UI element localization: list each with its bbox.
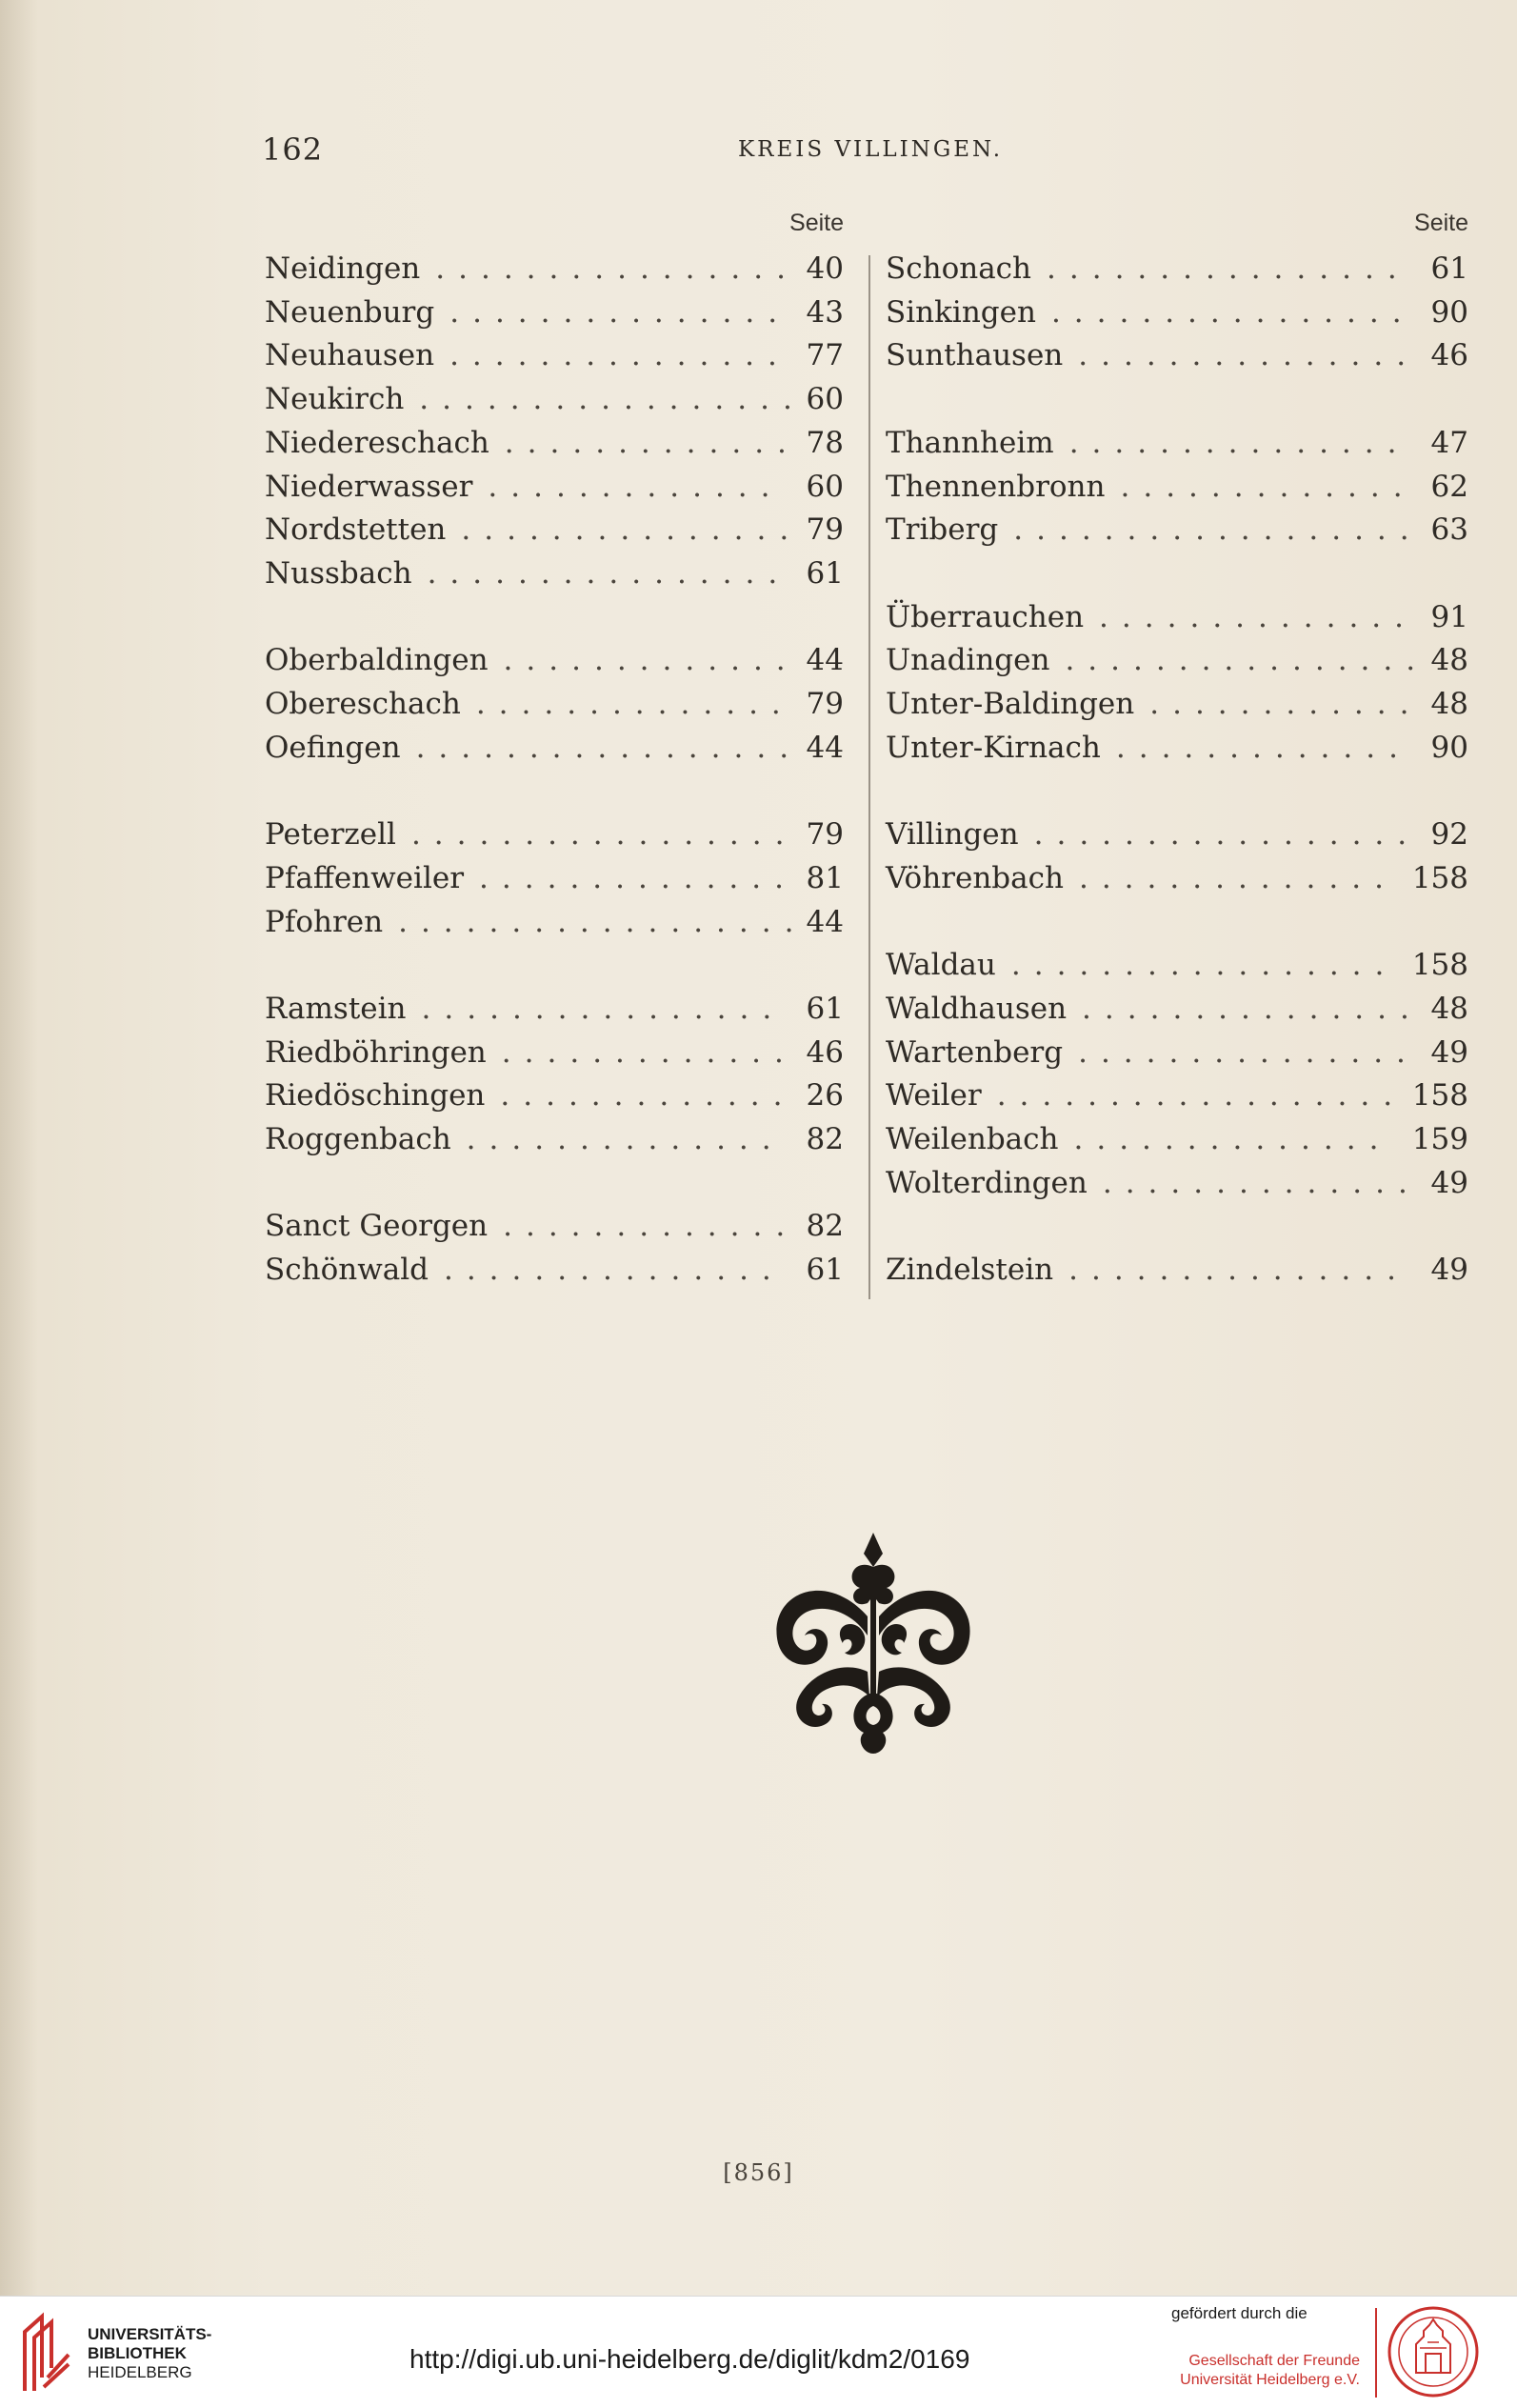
- dot-leader: ................: [421, 991, 786, 1026]
- index-entry-name: Wolterdingen: [886, 1165, 1088, 1200]
- index-entry: [886, 468, 1468, 506]
- dot-leader: ............: [1149, 687, 1423, 721]
- index-entry-name: Nussbach: [265, 555, 412, 591]
- index-entry-name: Schönwald: [265, 1253, 429, 1288]
- index-entry-page: 159: [1411, 1122, 1468, 1156]
- index-entry-page: 43: [806, 294, 844, 330]
- index-entry-name: Niedereschach: [265, 425, 489, 460]
- dot-leader: ................: [1050, 294, 1415, 330]
- index-entry: [886, 946, 1468, 984]
- index-entry: [886, 641, 1468, 679]
- index-entry-name: Peterzell: [265, 817, 396, 853]
- dot-leader: ...............: [1078, 338, 1420, 373]
- index-entry-name: Ramstein: [265, 991, 407, 1026]
- index-entry: [886, 1033, 1468, 1072]
- dot-leader: ..............: [479, 860, 797, 895]
- index-entry-page: 49: [1430, 1034, 1468, 1070]
- index-entry-page: 81: [806, 860, 844, 895]
- index-entry-page: 26: [806, 1078, 844, 1114]
- dot-leader: .............: [503, 643, 799, 678]
- index-entry-page: 63: [1430, 512, 1468, 548]
- index-entry: [886, 859, 1468, 897]
- index-entry-page: 62: [1430, 469, 1468, 504]
- index-entry: [265, 1251, 844, 1289]
- index-entry-name: Waldau: [886, 948, 996, 983]
- index-entry-name: Neukirch: [265, 382, 405, 417]
- index-entry: [265, 815, 844, 853]
- index-entry-page: 79: [806, 512, 844, 548]
- index-entry-name: Pfohren: [265, 904, 384, 939]
- index-entry-name: Sunthausen: [886, 338, 1064, 373]
- index-entry-page: 82: [806, 1209, 844, 1244]
- index-entry-name: Pfaffenweiler: [265, 860, 465, 895]
- index-entry-page: 61: [1430, 251, 1468, 286]
- index-entry: [886, 685, 1468, 723]
- index-entry-name: Neidingen: [265, 251, 421, 286]
- dot-leader: ................: [1065, 643, 1429, 678]
- index-entry-page: 48: [1430, 643, 1468, 678]
- index-entry-page: 44: [806, 730, 844, 765]
- dot-leader: .................: [410, 817, 798, 853]
- index-entry-page: 49: [1430, 1165, 1468, 1200]
- index-entry: [265, 424, 844, 462]
- signature-mark: [856]: [723, 2159, 794, 2186]
- index-entry-page: 79: [806, 817, 844, 853]
- index-entry-name: Weilenbach: [886, 1122, 1059, 1156]
- index-entry-name: Villingen: [886, 817, 1019, 853]
- library-name-line-1: UNIVERSITÄTS-: [88, 2325, 212, 2343]
- index-entry: [265, 1207, 844, 1245]
- index-entry: [265, 685, 844, 723]
- university-library-logo-icon: [19, 2311, 74, 2393]
- index-entry: [886, 293, 1468, 331]
- index-entry-page: 61: [806, 555, 844, 591]
- dot-leader: ..............: [1073, 1122, 1392, 1156]
- index-entry-name: Zindelstein: [886, 1253, 1054, 1288]
- index-entry-page: 48: [1430, 991, 1468, 1026]
- dot-leader: ..................: [1013, 512, 1423, 548]
- dot-leader: .............: [500, 1078, 796, 1114]
- index-entry: [265, 468, 844, 506]
- dot-leader: ................: [435, 251, 799, 286]
- index-entry-page: 158: [1411, 860, 1468, 895]
- index-entry: [886, 729, 1468, 767]
- index-entry-name: Schonach: [886, 251, 1032, 286]
- dot-leader: .............: [488, 469, 784, 504]
- column-divider: [868, 255, 870, 1299]
- dot-leader: .............: [501, 1034, 797, 1070]
- index-entry: [265, 554, 844, 592]
- index-entry: [265, 511, 844, 549]
- index-entry-name: Thennenbronn: [886, 469, 1106, 504]
- running-title: KREIS VILLINGEN.: [738, 137, 1004, 162]
- index-entry-page: 48: [1430, 687, 1468, 721]
- index-entry-page: 61: [806, 991, 844, 1026]
- index-entry-page: 82: [806, 1122, 844, 1156]
- library-name: [88, 2325, 211, 2382]
- sponsor-line-2: Universität Heidelberg e.V.: [1180, 2372, 1360, 2388]
- viewer-footer: [0, 2296, 1517, 2408]
- index-entry-page: 61: [806, 1253, 844, 1288]
- index-entry-page: 60: [806, 469, 844, 504]
- index-entry-page: 49: [1430, 1253, 1468, 1288]
- funded-by-label: gefördert durch die: [1171, 2304, 1307, 2322]
- index-entry-name: Weiler: [886, 1078, 982, 1114]
- dot-leader: ...............: [449, 294, 791, 330]
- index-entry: [265, 990, 844, 1028]
- index-entry-name: Wartenberg: [886, 1034, 1064, 1070]
- dot-leader: .............: [1120, 469, 1416, 504]
- dot-leader: .............: [503, 1209, 799, 1244]
- dot-leader: ..............: [466, 1122, 785, 1156]
- index-entry-name: Neuenburg: [265, 294, 435, 330]
- index-entry-name: Oberbaldingen: [265, 643, 489, 678]
- sponsor-name: [1179, 2352, 1360, 2390]
- dot-leader: .................: [1033, 817, 1421, 853]
- index-entry-page: 77: [806, 338, 844, 373]
- seite-label-left: Seite: [789, 210, 844, 236]
- index-entry: [265, 380, 844, 418]
- index-entry-page: 47: [1430, 425, 1468, 460]
- dot-leader: ...............: [1068, 425, 1410, 460]
- index-entry: [265, 293, 844, 331]
- seite-label-right: Seite: [1414, 210, 1468, 236]
- index-entry-name: Waldhausen: [886, 991, 1068, 1026]
- index-entry-page: 44: [806, 643, 844, 678]
- sponsor-divider: [1375, 2308, 1377, 2398]
- dot-leader: ...............: [1078, 1034, 1419, 1070]
- index-entry-name: Vöhrenbach: [886, 860, 1064, 895]
- index-entry-name: Neuhausen: [265, 338, 435, 373]
- index-entry-name: Roggenbach: [265, 1122, 451, 1156]
- index-entry-name: Niederwasser: [265, 469, 473, 504]
- index-entry: [265, 903, 844, 941]
- dot-leader: ..............: [1099, 599, 1418, 634]
- page-number: 162: [262, 131, 324, 168]
- index-entry-page: 60: [806, 382, 844, 417]
- library-name-line-2: BIBLIOTHEK: [88, 2344, 187, 2362]
- index-entry-name: Unadingen: [886, 643, 1050, 678]
- index-entry: [886, 250, 1468, 288]
- index-entry: [886, 598, 1468, 636]
- index-entry: [886, 990, 1468, 1028]
- permalink-url[interactable]: http://digi.ub.uni-heidelberg.de/diglit/kdm2/0169: [409, 2344, 970, 2374]
- dot-leader: .............: [504, 425, 800, 460]
- index-entry-page: 46: [1430, 338, 1468, 373]
- index-entry-name: Riedöschingen: [265, 1078, 486, 1114]
- dot-leader: ...............: [449, 338, 790, 373]
- index-entry: [265, 250, 844, 288]
- index-entry-name: Unter-Baldingen: [886, 687, 1135, 721]
- index-entry-page: 78: [806, 425, 844, 460]
- library-name-line-3: HEIDELBERG: [88, 2363, 192, 2381]
- index-entry-page: 158: [1411, 1078, 1468, 1114]
- index-entry-page: 46: [806, 1034, 844, 1070]
- index-entry: [265, 859, 844, 897]
- index-entry: [265, 336, 844, 374]
- dot-leader: ..................: [996, 1078, 1407, 1114]
- index-entry: [886, 1076, 1468, 1114]
- index-entry: [265, 1076, 844, 1114]
- index-entry: [886, 1251, 1468, 1289]
- index-entry-page: 90: [1430, 294, 1468, 330]
- dot-leader: ..............: [475, 687, 794, 721]
- index-entry-name: Sinkingen: [886, 294, 1036, 330]
- university-seal-icon: [1386, 2304, 1481, 2399]
- index-entry-name: Thannheim: [886, 425, 1054, 460]
- index-entry-name: Überrauchen: [886, 599, 1085, 634]
- fleuron-ornament-icon: [757, 1529, 990, 1757]
- index-entry: [886, 1120, 1468, 1158]
- index-entry: [886, 511, 1468, 549]
- dot-leader: .................: [1010, 948, 1398, 983]
- sponsor-line-1: Gesellschaft der Freunde: [1188, 2353, 1360, 2369]
- dot-leader: ..................: [398, 904, 808, 939]
- index-entry-page: 79: [806, 687, 844, 721]
- index-entry-name: Nordstetten: [265, 512, 447, 548]
- index-entry-name: Triberg: [886, 512, 999, 548]
- dot-leader: ...............: [461, 512, 803, 548]
- index-entry-page: 158: [1411, 948, 1468, 983]
- index-entry-name: Oefingen: [265, 730, 401, 765]
- dot-leader: .............: [1115, 730, 1411, 765]
- dot-leader: ..............: [1102, 1165, 1421, 1200]
- index-entry: [886, 1164, 1468, 1202]
- index-entry-page: 90: [1430, 730, 1468, 765]
- index-entry: [886, 424, 1468, 462]
- index-entry: [265, 641, 844, 679]
- dot-leader: ...............: [1082, 991, 1423, 1026]
- index-entry: [886, 815, 1468, 853]
- index-entry-page: 91: [1430, 599, 1468, 634]
- dot-leader: ..............: [1078, 860, 1397, 895]
- dot-leader: ................: [427, 555, 791, 591]
- index-entry-page: 40: [806, 251, 844, 286]
- dot-leader: ...............: [443, 1253, 785, 1288]
- running-head: [262, 131, 1462, 170]
- index-entry-name: Riedböhringen: [265, 1034, 487, 1070]
- index-entry: [265, 729, 844, 767]
- index-entry: [265, 1120, 844, 1158]
- dot-leader: .................: [419, 382, 806, 417]
- index-entry: [886, 336, 1468, 374]
- index-entry-name: Sanct Georgen: [265, 1209, 489, 1244]
- dot-leader: ................: [1047, 251, 1410, 286]
- index-entry-name: Obereschach: [265, 687, 461, 721]
- dot-leader: .................: [415, 730, 803, 765]
- dot-leader: ...............: [1068, 1253, 1409, 1288]
- page-spine-shadow: [0, 0, 38, 2296]
- index-entry-page: 92: [1430, 817, 1468, 853]
- index-entry-page: 44: [806, 904, 844, 939]
- index-entry-name: Unter-Kirnach: [886, 730, 1101, 765]
- index-entry: [265, 1033, 844, 1072]
